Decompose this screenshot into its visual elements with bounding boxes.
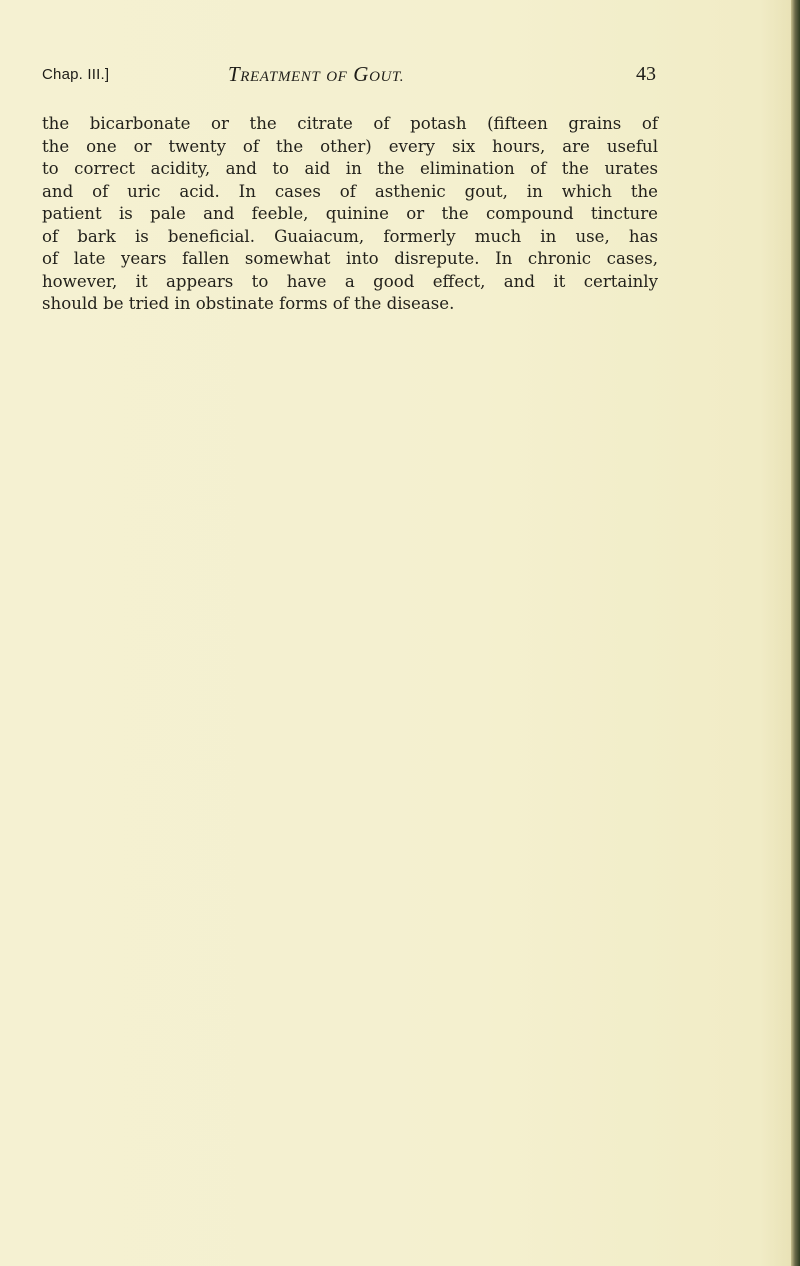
text-line: and of uric acid. In cases of asthenic gout, in which the bbox=[42, 181, 658, 201]
running-title bbox=[228, 62, 404, 87]
title-initial-t: T bbox=[228, 62, 241, 86]
body-paragraph bbox=[42, 113, 658, 316]
text-line: the one or twenty of the other) every six hours, are useful bbox=[42, 136, 658, 156]
chapter-label: Chap. III.] bbox=[42, 66, 110, 83]
running-header bbox=[42, 62, 656, 92]
title-word-out: OUT. bbox=[369, 69, 405, 85]
text-line: however, it appears to have a good effect, and it certainly bbox=[42, 271, 658, 291]
text-line: should be tried in obstinate forms of the disease. bbox=[42, 294, 455, 313]
title-word-reatment: REATMENT bbox=[240, 69, 321, 85]
text-line: the bicarbonate or the citrate of potash (fifteen grains of bbox=[42, 114, 658, 133]
title-word-of: OF bbox=[326, 69, 348, 85]
text-line: patient is pale and feeble, quinine or the compound tincture bbox=[42, 204, 658, 223]
page-edge-shadow bbox=[791, 0, 800, 1266]
text-line: of late years fallen somewhat into disrepute. In chronic cases, bbox=[42, 249, 658, 268]
title-initial-g: G bbox=[353, 62, 370, 86]
text-line: of bark is beneficial. Guaiacum, formerly much in use, has bbox=[42, 226, 658, 246]
page-number: 43 bbox=[636, 63, 656, 85]
text-line: to correct acidity, and to aid in the elimination of the urates bbox=[42, 159, 658, 178]
